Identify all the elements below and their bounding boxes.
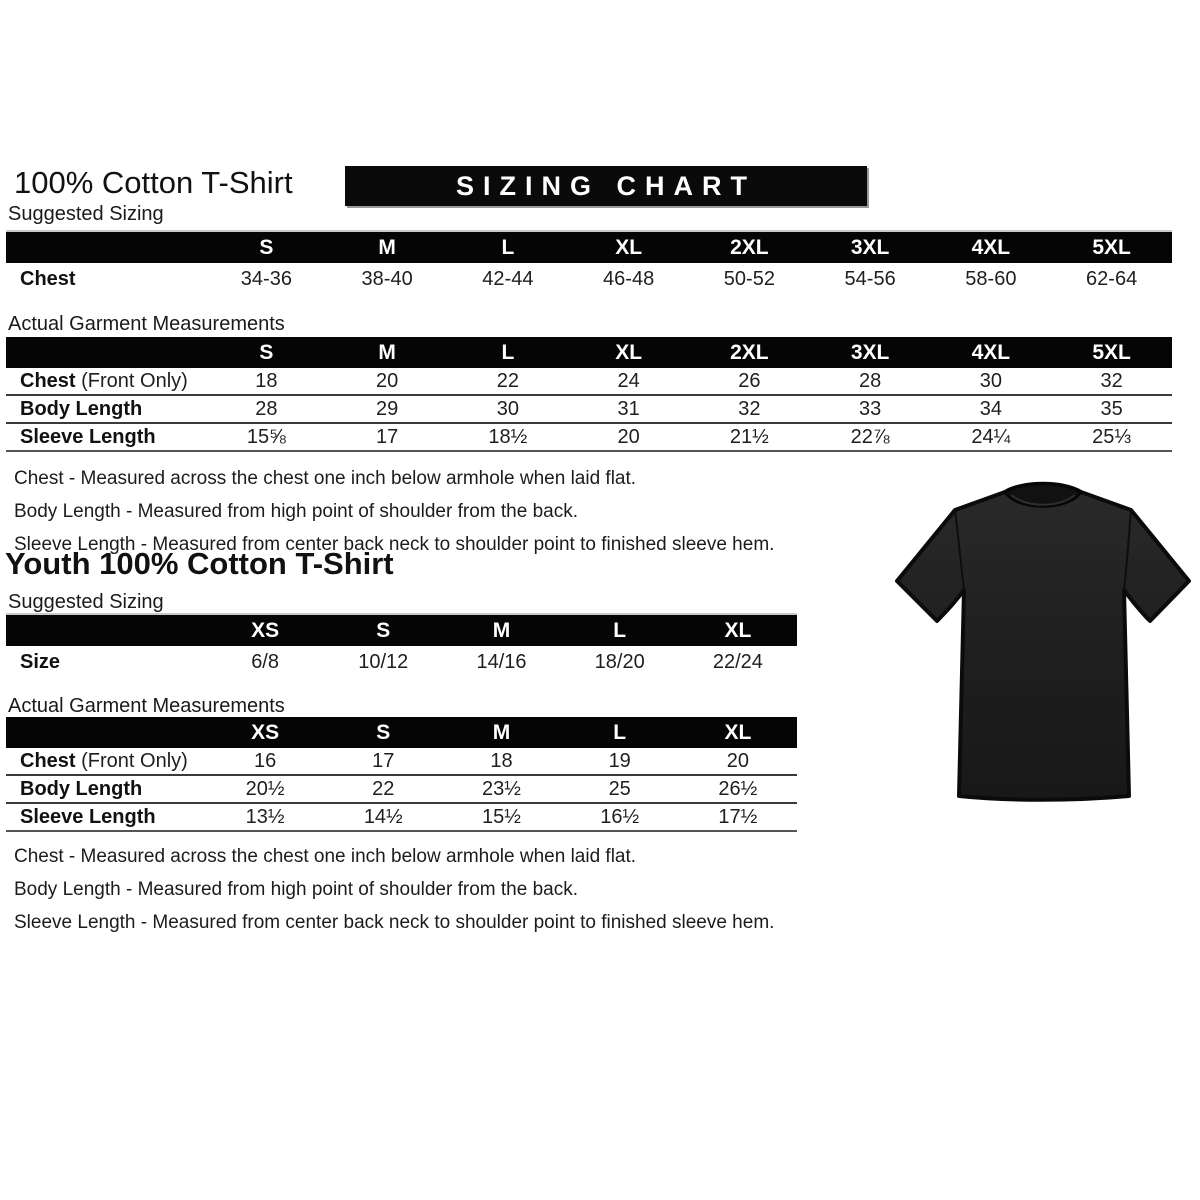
- black-tshirt-image: [888, 464, 1198, 816]
- measurement-value: 22⅞: [850, 425, 890, 448]
- youth-suggested-sizing-table: [6, 613, 797, 679]
- youth-actual-measurements-label: Actual Garment Measurements: [8, 695, 285, 717]
- measurement-value: 17: [376, 425, 399, 448]
- measurement-value: 54-56: [844, 268, 896, 290]
- size-column-header: 2XL: [730, 236, 769, 259]
- measurement-value: 10/12: [358, 651, 409, 673]
- row-label: Body Length: [20, 397, 143, 420]
- measurement-value: 29: [376, 397, 399, 420]
- size-column-header: 4XL: [971, 236, 1011, 259]
- row-label: Chest: [20, 268, 76, 290]
- measurement-value: 46-48: [603, 268, 655, 290]
- measurement-value: 34-36: [240, 268, 292, 290]
- size-column-header: L: [613, 721, 627, 744]
- measurement-value: 42-44: [482, 268, 534, 290]
- table-header-row: [6, 337, 1172, 368]
- measurement-value: 16½: [600, 805, 640, 828]
- adult-measurements-table: [6, 337, 1172, 452]
- note-body-length: Body Length - Measured from high point of shoulder from the back.: [14, 501, 578, 522]
- measurement-value: 30: [496, 397, 519, 420]
- adult-actual-measurements-label: Actual Garment Measurements: [8, 313, 285, 335]
- youth-product-title: Youth 100% Cotton T-Shirt: [5, 546, 394, 581]
- measurement-value: 20: [726, 749, 750, 772]
- size-column-header: S: [259, 236, 274, 259]
- measurement-value: 20: [617, 425, 640, 448]
- measurement-value: 22: [372, 777, 395, 800]
- size-column-header: L: [613, 619, 627, 642]
- size-column-header: L: [501, 236, 515, 259]
- measurement-value: 22/24: [712, 651, 763, 673]
- measurement-value: 6/8: [251, 651, 279, 673]
- youth-measurement-notes: [14, 840, 774, 939]
- row-label: Chest (Front Only): [20, 749, 188, 772]
- measurement-value: 58-60: [965, 268, 1017, 290]
- note-sleeve-length: Sleeve Length - Measured from center back neck to shoulder point to finished sleeve hem.: [14, 534, 775, 555]
- measurement-value: 18: [255, 369, 278, 392]
- measurement-value: 34: [979, 397, 1002, 420]
- measurement-value: 13½: [245, 805, 285, 828]
- measurement-value: 50-52: [723, 268, 775, 290]
- measurement-value: 14½: [363, 805, 403, 828]
- table-row: [6, 646, 797, 679]
- measurement-value: 15⅝: [246, 425, 286, 448]
- measurement-value: 18½: [488, 425, 528, 448]
- size-column-header: XL: [615, 341, 643, 364]
- measurement-value: 18/20: [594, 651, 645, 673]
- size-column-header: S: [259, 341, 274, 364]
- table-row: [6, 776, 797, 804]
- row-label: Sleeve Length: [20, 425, 156, 448]
- size-column-header: XS: [251, 619, 280, 642]
- size-column-header: 3XL: [850, 236, 890, 259]
- youth-suggested-sizing-label: Suggested Sizing: [8, 591, 164, 613]
- size-column-header: S: [376, 619, 391, 642]
- measurement-value: 32: [738, 397, 761, 420]
- size-column-header: XL: [615, 236, 643, 259]
- measurement-value: 16: [253, 749, 277, 772]
- measurement-value: 26½: [718, 777, 758, 800]
- row-label: Body Length: [20, 777, 143, 800]
- measurement-value: 23½: [482, 777, 521, 800]
- measurement-value: 31: [617, 397, 640, 420]
- tshirt-graphic: [888, 464, 1198, 816]
- measurement-value: 28: [859, 369, 882, 392]
- sizing-chart-banner: [345, 166, 867, 206]
- note-chest: Chest - Measured across the chest one inch below armhole when laid flat.: [14, 468, 637, 489]
- size-column-header: S: [376, 721, 391, 744]
- measurement-value: 20: [376, 369, 399, 392]
- table-header-row: [6, 615, 797, 646]
- table-header-row: [6, 717, 797, 748]
- measurement-value: 17: [372, 749, 395, 772]
- measurement-value: 17½: [718, 805, 758, 828]
- note-sleeve-length: Sleeve Length - Measured from center back neck to shoulder point to finished sleeve hem.: [14, 912, 775, 933]
- row-label: Sleeve Length: [20, 805, 156, 828]
- measurement-value: 35: [1100, 397, 1123, 420]
- size-column-header: 4XL: [971, 341, 1011, 364]
- measurement-value: 18: [490, 749, 513, 772]
- adult-suggested-sizing-table: [6, 230, 1172, 296]
- measurement-value: 33: [859, 397, 882, 420]
- size-column-header: 3XL: [850, 341, 890, 364]
- measurement-value: 22: [496, 369, 519, 392]
- measurement-value: 62-64: [1086, 268, 1138, 290]
- table-row: [6, 748, 797, 776]
- measurement-value: 32: [1100, 369, 1123, 392]
- measurement-value: 24: [617, 369, 640, 392]
- size-column-header: M: [378, 341, 396, 364]
- measurement-value: 20½: [245, 777, 285, 800]
- table-row: [6, 804, 797, 832]
- table-row: [6, 396, 1172, 424]
- youth-measurements-table: [6, 717, 797, 832]
- measurement-value: 26: [738, 369, 761, 392]
- size-column-header: XS: [251, 721, 280, 744]
- size-column-header: 5XL: [1092, 236, 1131, 259]
- measurement-value: 24¼: [971, 425, 1011, 448]
- size-column-header: 5XL: [1092, 341, 1131, 364]
- sizing-chart-banner-text: SIZING CHART: [456, 170, 756, 201]
- size-column-header: M: [378, 236, 396, 259]
- size-column-header: XL: [724, 619, 752, 642]
- row-label: Size: [20, 651, 61, 673]
- size-column-header: M: [492, 619, 511, 642]
- measurement-value: 30: [979, 369, 1002, 392]
- size-column-header: 2XL: [730, 341, 769, 364]
- measurement-value: 15½: [482, 805, 521, 828]
- table-row: [6, 263, 1172, 296]
- adult-suggested-sizing-label: Suggested Sizing: [8, 203, 164, 225]
- note-chest: Chest - Measured across the chest one inch below armhole when laid flat.: [14, 846, 637, 867]
- measurement-value: 19: [608, 749, 631, 772]
- size-column-header: L: [501, 341, 515, 364]
- measurement-value: 21½: [729, 425, 769, 448]
- adult-product-title: 100% Cotton T-Shirt: [14, 165, 293, 200]
- table-row: [6, 368, 1172, 396]
- measurement-value: 14/16: [476, 651, 527, 673]
- measurement-value: 25⅓: [1092, 425, 1132, 448]
- measurement-value: 25: [608, 777, 631, 800]
- measurement-value: 38-40: [361, 268, 413, 290]
- size-column-header: XL: [724, 721, 752, 744]
- table-header-row: [6, 232, 1172, 263]
- measurement-value: 28: [255, 397, 278, 420]
- row-label: Chest (Front Only): [20, 369, 188, 392]
- note-body-length: Body Length - Measured from high point of shoulder from the back.: [14, 879, 578, 900]
- size-column-header: M: [492, 721, 511, 744]
- table-row: [6, 424, 1172, 452]
